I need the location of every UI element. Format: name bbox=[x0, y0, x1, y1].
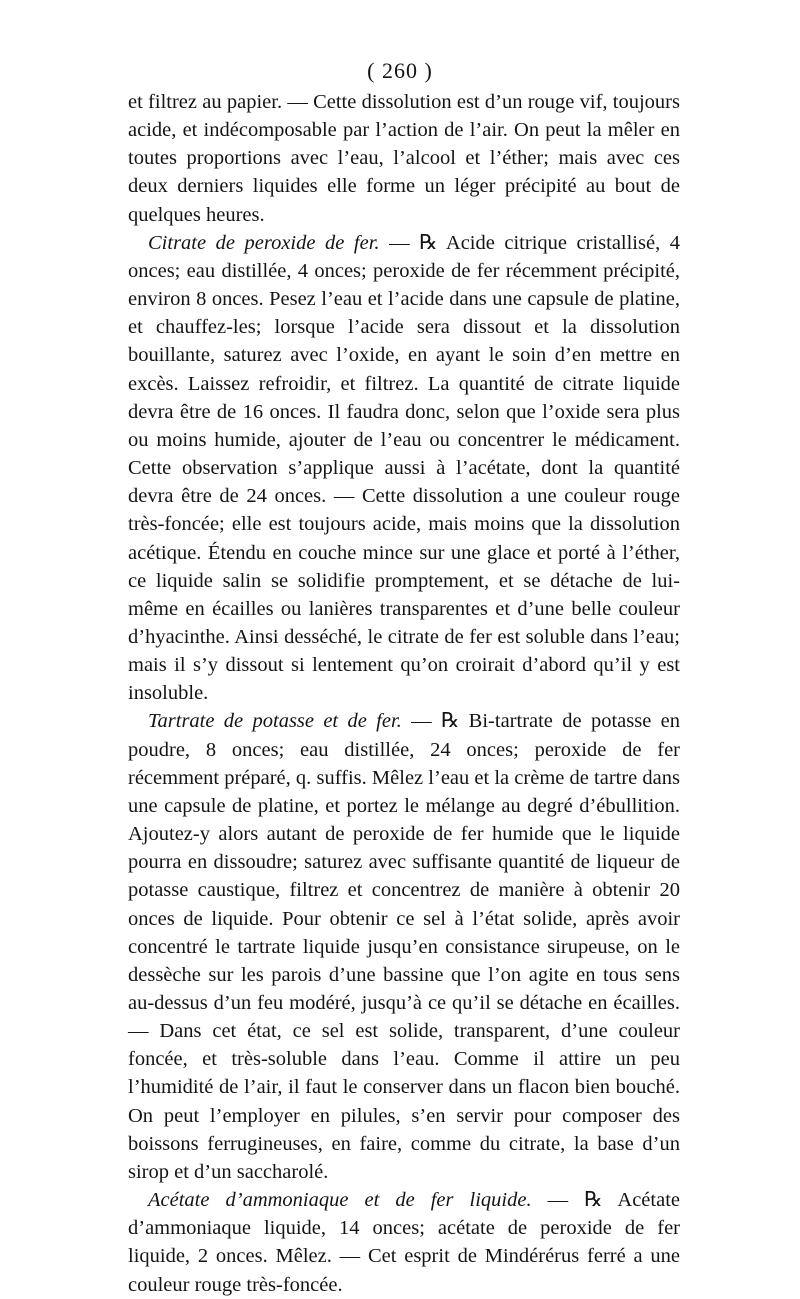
section-heading-tartrate: Tartrate de potasse et de fer. bbox=[148, 710, 402, 733]
paragraph-text: — ℞ Acétate d’ammoniaque liquide, 14 onces; acétate de peroxide de fer liquide, 2 onces. Mêlez. — Cet esprit de Mindérérus ferré a une couleur rouge très-foncée. bbox=[128, 1189, 680, 1296]
section-heading-acetate: Acétate d’ammoniaque et de fer liquide. bbox=[148, 1189, 532, 1212]
paragraph-text: et filtrez au papier. — Cette dissolution est d’un rouge vif, toujours acide, et indécomposable par l’action de l’air. On peut la mêler en toutes proportions avec l’eau, l’alcool et l’éther; mais avec ces deux derniers liquides elle forme un léger précipité au bout de quelques heures. bbox=[128, 91, 680, 226]
paragraph-tartrate bbox=[128, 707, 680, 1186]
body-text bbox=[128, 88, 680, 1299]
paragraph-text: — ℞ Acide citrique cristallisé, 4 onces; eau distillée, 4 onces; peroxide de fer récemment précipité, environ 8 onces. Pesez l’eau et l’acide dans une capsule de platine, et chauffez-les; lorsque l’acide sera dissout et la dissolution bouillante, saturez avec l’oxide, en ayant le soin d’en mettre en excès. Laissez refroidir, et filtrez. La quantité de citrate liquide devra être de 16 onces. Il faudra donc, selon que l’oxide sera plus ou moins humide, ajouter de l’eau ou concentrer le médicament. Cette observation s’applique aussi à l’acétate, dont la quantité devra être de 24 onces. — Cette dissolution a une couleur rouge très-foncée; elle est toujours acide, mais moins que la dissolution acétique. Étendu en couche mince sur une glace et porté à l’éther, ce liquide salin se solidifie promptement, et se détache de lui-même en écailles ou lanières transparentes et d’une belle couleur d’hyacinthe. Ainsi desséché, le citrate de fer est soluble dans l’eau; mais il s’y dissout si lentement qu’on croirait d’abord qu’il y est insoluble. bbox=[128, 231, 680, 705]
section-heading-citrate: Citrate de peroxide de fer. bbox=[148, 231, 380, 254]
paragraph-citrate bbox=[128, 229, 680, 708]
paragraph-continuation bbox=[128, 88, 680, 229]
page-number: ( 260 ) bbox=[367, 58, 433, 83]
paragraph-text: — ℞ Bi-tartrate de potasse en poudre, 8 onces; eau distillée, 24 onces; peroxide de fer récemment préparé, q. suffis. Mêlez l’eau et la crème de tartre dans une capsule de platine, et portez le mélange au degré d’ébullition. Ajoutez-y alors autant de peroxide de fer humide que le liquide pourra en dissoudre; saturez avec suffisante quantité de liqueur de potasse caustique, filtrez et concentrez de manière à obtenir 20 onces de liquide. Pour obtenir ce sel à l’état solide, après avoir concentré le tartrate liquide jusqu’en consistance sirupeuse, on le dessèche sur les parois d’une bassine que l’on agite en tous sens au-dessus d’un feu modéré, jusqu’à ce qu’il se détache en écailles. — Dans cet état, ce sel est solide, transparent, d’une couleur foncée, et très-soluble dans l’eau. Comme il attire un peu l’humidité de l’air, il faut le conserver dans un flacon bien bouché. On peut l’employer en pilules, s’en servir pour composer des boissons ferrugineuses, en faire, comme du citrate, la base d’un sirop et d’un saccharolé. bbox=[128, 710, 680, 1183]
paragraph-acetate bbox=[128, 1186, 680, 1299]
